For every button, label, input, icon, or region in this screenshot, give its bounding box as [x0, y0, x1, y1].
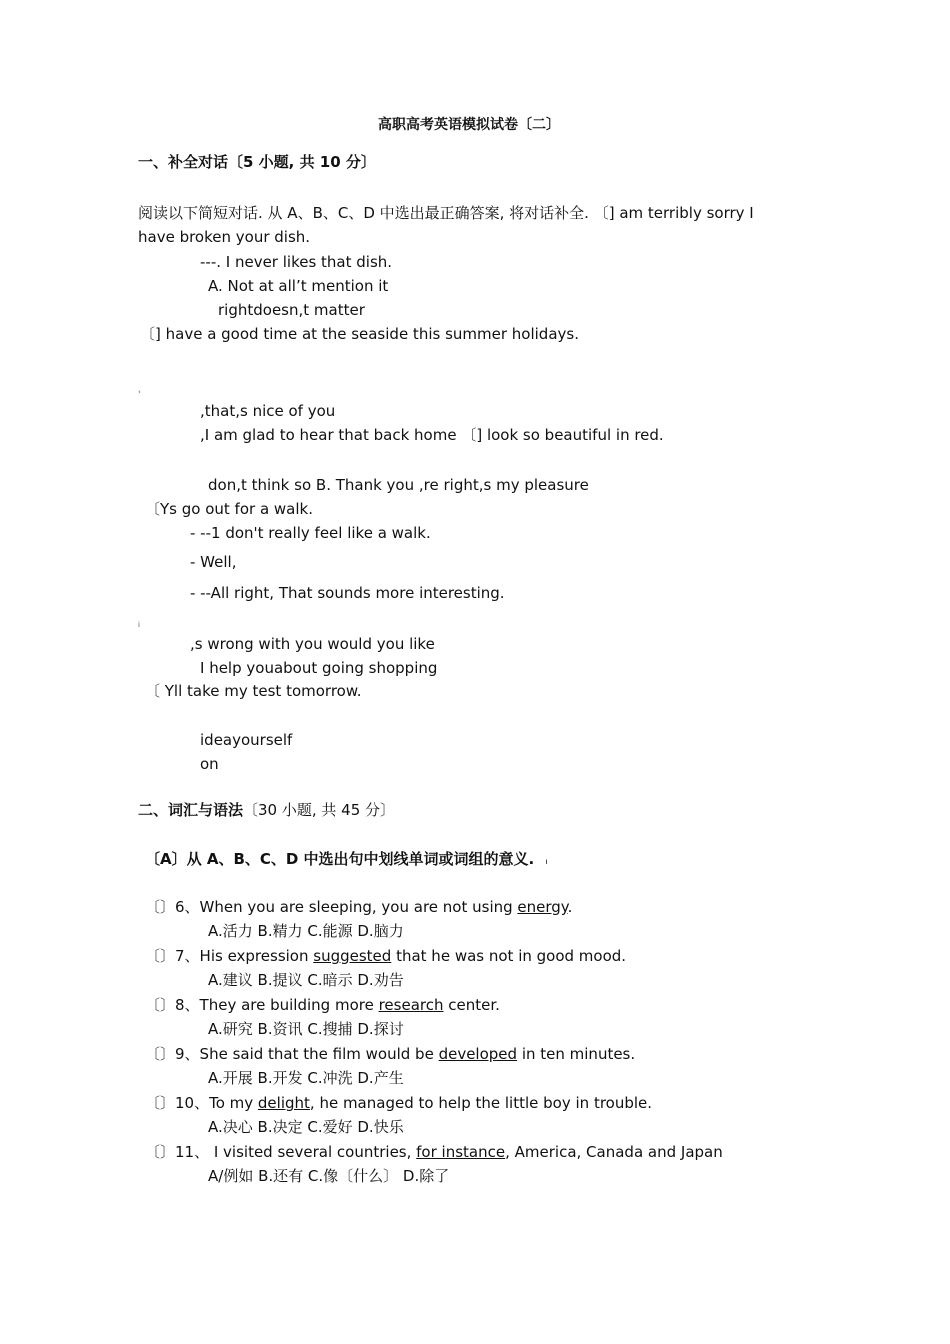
question-6 — [145, 897, 572, 917]
question-text: , America, Canada and Japan — [505, 1143, 723, 1161]
question-text: center. — [443, 996, 500, 1014]
dialogue-line: 〔] have a good time at the seaside this summer holidays. — [140, 325, 579, 343]
question-text: 〔〕10、To my — [145, 1094, 258, 1112]
dialogue-line: - --All right, That sounds more interesting. — [190, 584, 505, 602]
section2-subheading — [145, 849, 548, 872]
dialogue-line: rightdoesn,t matter — [218, 301, 365, 319]
underlined-word: delight — [257, 1094, 310, 1112]
section2-heading-bold: 二、词汇与语法 — [138, 801, 244, 819]
question-11-options: A/例如 B.还有 C.像〔什么〕 D.除了 — [208, 1167, 450, 1185]
question-10 — [145, 1093, 652, 1113]
question-text: 〔〕7、His expression — [145, 947, 314, 965]
section1-intro-line2: have broken your dish. — [138, 228, 311, 246]
dialogue-line: - --1 don't really feel like a walk. — [190, 524, 431, 542]
question-text: 〔〕6、When you are sleeping, you are not using — [145, 898, 518, 916]
dialogue-line: ,I am glad to hear that back home 〔] look so beautiful in red. — [200, 426, 664, 444]
underlined-word: energy — [517, 898, 568, 916]
section1-intro-line1: 阅读以下简短对话. 从 A、B、C、D 中选出最正确答案, 将对话补全. 〔] am terribly sorry I — [138, 204, 754, 222]
underlined-word: research — [378, 996, 444, 1014]
question-text: 〔〕11、 I visited several countries, — [145, 1143, 417, 1161]
question-10-options: A.决心 B.决定 C.爱好 D.快乐 — [208, 1118, 404, 1136]
dialogue-line: ,s wrong with you would you like — [190, 635, 435, 653]
stray-mark: i — [138, 621, 140, 629]
question-text: that he was not in good mood. — [391, 947, 627, 965]
question-text: 〔〕8、They are building more — [145, 996, 379, 1014]
question-7 — [145, 946, 626, 966]
underlined-word: for instance — [416, 1143, 506, 1161]
question-6-options: A.活力 B.精力 C.能源 D.脑力 — [208, 922, 404, 940]
dialogue-line: 〔 Yll take my test tomorrow. — [145, 682, 362, 700]
stray-mark: ‹ — [138, 388, 141, 396]
underlined-word: suggested — [313, 947, 392, 965]
question-8-options: A.研究 B.资讯 C.搜捕 D.探讨 — [208, 1020, 404, 1038]
section2-heading — [138, 800, 395, 820]
section2-subheading-text: 〔A〕从 A、B、C、D 中选出句中划线单词或词组的意义. — [145, 850, 535, 868]
question-text: , he managed to help the little boy in trouble. — [309, 1094, 653, 1112]
dialogue-line: - Well, — [190, 553, 237, 571]
stray-mark: ı — [545, 857, 548, 866]
dialogue-line: ,that,s nice of you — [200, 402, 336, 420]
dialogue-line: don,t think so B. Thank you ,re right,s my pleasure — [208, 476, 589, 494]
question-text: 〔〕9、She said that the film would be — [145, 1045, 439, 1063]
question-9 — [145, 1044, 635, 1064]
section1-heading: 一、补全对话〔5 小题, 共 10 分〕 — [138, 153, 376, 171]
question-text: in ten minutes. — [517, 1045, 636, 1063]
question-text: . — [567, 898, 573, 916]
question-11 — [145, 1142, 723, 1162]
underlined-word: developed — [438, 1045, 518, 1063]
dialogue-line: A. Not at all’t mention it — [208, 277, 389, 295]
question-7-options: A.建议 B.提议 C.暗示 D.劝告 — [208, 971, 404, 989]
question-9-options: A.开展 B.开发 C.冲洗 D.产生 — [208, 1069, 404, 1087]
dialogue-line: I help youabout going shopping — [200, 659, 438, 677]
question-8 — [145, 995, 500, 1015]
dialogue-line: 〔Ys go out for a walk. — [145, 500, 313, 518]
dialogue-line: ideayourself — [200, 731, 293, 749]
page-title: 高职高考英语模拟试卷〔二〕 — [378, 117, 560, 133]
dialogue-line: on — [200, 755, 219, 773]
dialogue-line: ---. I never likes that dish. — [200, 253, 393, 271]
section2-heading-rest: 〔30 小题, 共 45 分〕 — [243, 801, 396, 819]
